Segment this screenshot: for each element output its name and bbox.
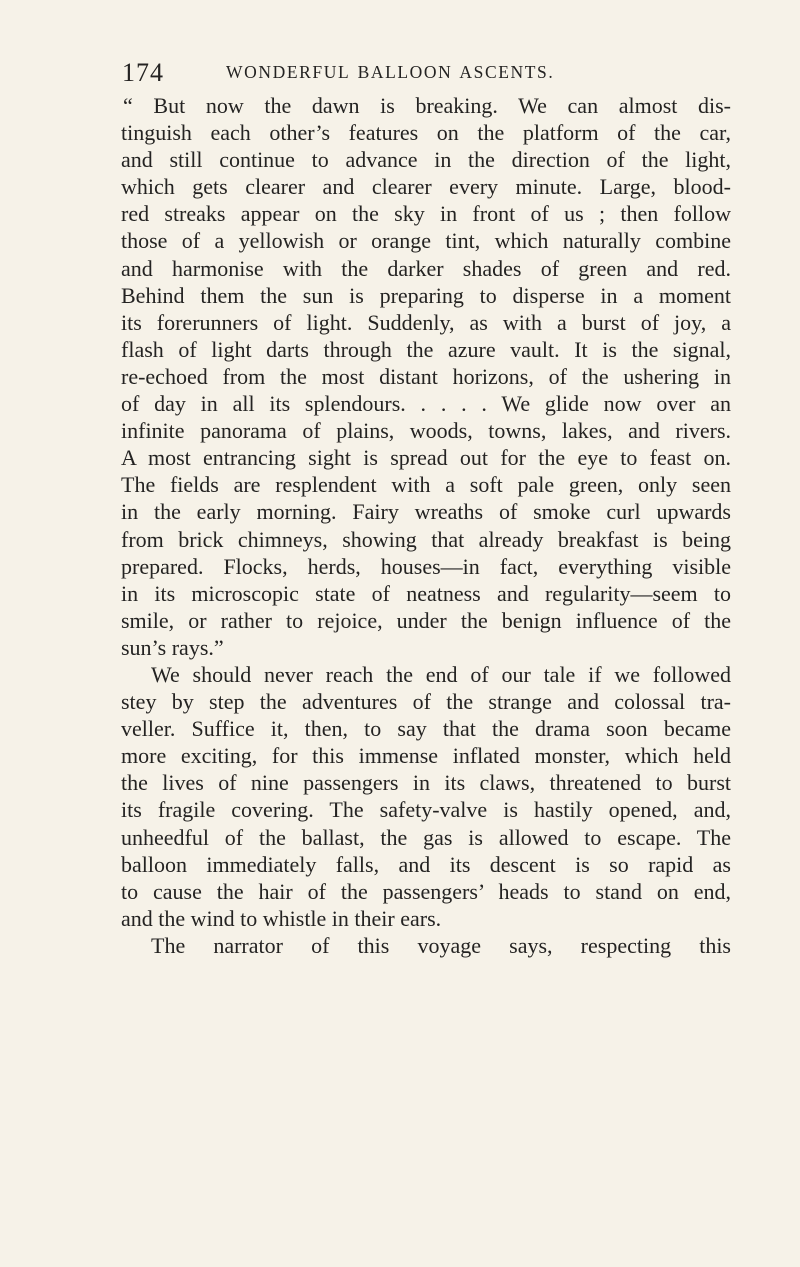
text-line: to cause the hair of the passengers’ heads to stand on end,	[121, 878, 731, 904]
text-line: Behind them the sun is preparing to disperse in a moment	[121, 282, 731, 308]
text-line: re-echoed from the most distant horizons, of the ushering in	[121, 363, 731, 389]
text-line: balloon immediately falls, and its descent is so rapid as	[121, 851, 731, 877]
text-line: of day in all its splendours. . . . . We glide now over an	[121, 391, 731, 417]
text-line: “ But now the dawn is breaking. We can almost dis-	[123, 93, 731, 118]
text-line: its forerunners of light. Suddenly, as with a burst of joy, a	[121, 309, 731, 335]
text-line: tinguish each other’s features on the platform of the car,	[121, 120, 731, 146]
text-line: more exciting, for this immense inflated monster, which held	[121, 743, 731, 769]
text-line: in its microscopic state of neatness and regularity—seem to	[121, 580, 731, 606]
text-line: from brick chimneys, showing that already breakfast is being	[121, 526, 731, 552]
text-line: prepared. Flocks, herds, houses—in fact, everything visible	[121, 553, 731, 579]
text-line: smile, or rather to rejoice, under the benign influence of the	[121, 607, 731, 633]
text-line: stey by step the adventures of the strange and colossal tra-	[121, 689, 731, 715]
page-number: 174	[122, 58, 164, 87]
text-line: The fields are resplendent with a soft pale green, only seen	[121, 472, 731, 498]
text-line: red streaks appear on the sky in front of us ; then follow	[121, 201, 731, 227]
body-text	[121, 92, 731, 959]
text-line: and the wind to whistle in their ears.	[121, 905, 442, 931]
text-line: which gets clearer and clearer every minute. Large, blood-	[121, 174, 731, 200]
text-line: The narrator of this voyage says, respecting this	[151, 932, 731, 958]
text-line: veller. Suffice it, then, to say that the drama soon became	[121, 716, 731, 742]
text-line: and still continue to advance in the direction of the light,	[121, 147, 731, 173]
text-line: and harmonise with the darker shades of green and red.	[121, 255, 731, 281]
text-line: infinite panorama of plains, woods, towns, lakes, and rivers.	[121, 418, 731, 444]
text-line: in the early morning. Fairy wreaths of smoke curl upwards	[121, 499, 731, 525]
text-line: flash of light darts through the azure vault. It is the signal,	[121, 336, 731, 362]
text-line: A most entrancing sight is spread out for the eye to feast on.	[121, 445, 731, 471]
text-line: unheedful of the ballast, the gas is allowed to escape. The	[121, 824, 731, 850]
text-line: the lives of nine passengers in its claws, threatened to burst	[121, 770, 731, 796]
text-line: We should never reach the end of our tale if we followed	[151, 661, 731, 687]
running-head: WONDERFUL BALLOON ASCENTS.	[226, 62, 555, 82]
text-line: its fragile covering. The safety-valve is hastily opened, and,	[121, 797, 731, 823]
text-line: those of a yellowish or orange tint, which naturally combine	[121, 228, 731, 254]
text-line: sun’s rays.”	[121, 634, 224, 660]
